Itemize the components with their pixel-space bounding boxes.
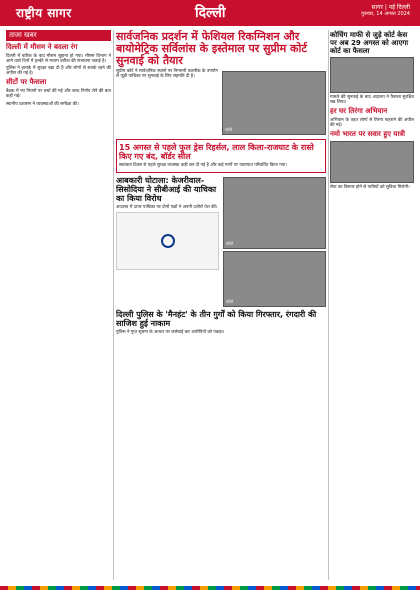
color-bar xyxy=(0,586,420,590)
column-divider xyxy=(113,30,114,580)
left-column xyxy=(6,30,111,580)
left-paragraph: बैठक में नए नियमों पर चर्चा की गई और जल्द निर्णय लेने की बात कही गई। xyxy=(6,89,111,100)
right-paragraph: मामले की सुनवाई के बाद अदालत ने फैसला सुरक्षित रख लिया। xyxy=(330,95,414,106)
right-paragraph: अभियान के तहत लोगों से तिरंगा फहराने की अपील की गई। xyxy=(330,118,414,129)
left-story-headline: आबकारी घोटाला: केजरीवाल-सिसोदिया ने सीबीआई की याचिका का किया विरोध xyxy=(116,176,217,204)
mid-lower-row xyxy=(116,175,326,309)
masthead-bar xyxy=(0,0,420,26)
right-headline: कोचिंग माफी से जुड़े कोर्ट केस पर अब 29 अगस्त को आएगा कोर्ट का फैसला xyxy=(330,31,409,55)
section-title: दिल्ली xyxy=(195,5,226,21)
lead-row xyxy=(116,69,326,137)
newspaper-name: राष्ट्रीय सागर xyxy=(16,6,72,20)
left-paragraph: पुलिस ने इलाके में सुरक्षा बढ़ा दी है और लोगों से सतर्क रहने की अपील की गई है। xyxy=(6,66,111,77)
right-column xyxy=(330,30,414,580)
left-paragraph: स्थानीय प्रशासन ने व्यवस्थाओं की समीक्षा की। xyxy=(6,101,79,107)
left-story xyxy=(116,175,219,309)
edition-meta xyxy=(300,4,410,18)
photo-caption: फोटो xyxy=(226,241,234,247)
bottom-paragraph: पुलिस ने गुप्त सूचना के आधार पर कार्रवाई कर आरोपियों को पकड़ा। xyxy=(116,330,225,336)
lead-paragraph: सुप्रीम कोर्ट ने सार्वजनिक स्थानों पर निगरानी तकनीक के उपयोग से जुड़ी याचिका पर सुनवाई के लिए सहमति दी है। xyxy=(116,69,218,80)
right-headline-3: नमो भारत पर सवार हुए यात्री xyxy=(330,130,405,139)
left-strip-title: ताजा खबर xyxy=(6,30,111,41)
left-headline-2: सीटों पर फैसला xyxy=(6,78,47,87)
right-photo xyxy=(330,141,414,183)
mid-headline: 15 अगस्त से पहले फुल ड्रेस रिहर्सल, लाल किला-राजघाट के रास्ते किए गए बंद, बॉर्डर सील xyxy=(119,143,314,161)
lead-headline: सार्वजनिक प्रदर्शन में फेशियल रिकग्निशन और बायोमेट्रिक सर्विलांस के इस्तेमाल पर सुप्रीम कोर्ट सुनवाई को तैयार xyxy=(116,30,307,67)
right-photo xyxy=(330,57,414,93)
middle-column xyxy=(116,30,326,580)
bottom-headline: दिल्ली पुलिस के 'मैनहंट' के तीन गुर्गों को किया गिरफ्तार, रंगदारी की साजिश हुई नाकाम xyxy=(116,310,317,329)
photo-caption: फोटो xyxy=(226,299,234,305)
lead-photo xyxy=(222,71,326,135)
date-line: गुरुवार, 14 अगस्त 2024 xyxy=(361,11,410,17)
emblem-icon xyxy=(161,234,175,248)
right-paragraph: सेवा का विस्तार होने से यात्रियों को सुविधा मिलेगी। xyxy=(330,185,410,191)
column-divider xyxy=(328,30,329,580)
edition-line: सागर | नई दिल्ली xyxy=(371,4,410,11)
left-headline-1: दिल्ली में मौसम ने बदला रंग xyxy=(6,43,78,51)
mid-paragraph: स्वतंत्रता दिवस से पहले सुरक्षा व्यवस्था कड़ी कर दी गई है और कई मार्गों पर यातायात परिवर्तित किया गया। xyxy=(119,163,288,168)
story-photo xyxy=(223,177,326,249)
left-paragraph: दिल्ली में बारिश के बाद मौसम सुहाना हो गया। मौसम विभाग ने आने वाले दिनों में हल्की से मध्यम बारिश की संभावना जताई है। xyxy=(6,54,111,65)
lead-text xyxy=(116,69,218,137)
story-photo xyxy=(223,251,326,307)
right-headline-2: हर घर तिरंगा अभियान xyxy=(330,107,388,116)
photo-column xyxy=(223,175,326,309)
court-photo xyxy=(116,212,219,270)
photo-caption: फोटो xyxy=(225,127,233,132)
footer-strip xyxy=(0,582,420,594)
mid-feature-box xyxy=(116,139,326,173)
left-story-paragraph: अदालत में दायर याचिका पर दोनों पक्षों ने अपनी दलीलें पेश कीं। xyxy=(116,205,218,211)
